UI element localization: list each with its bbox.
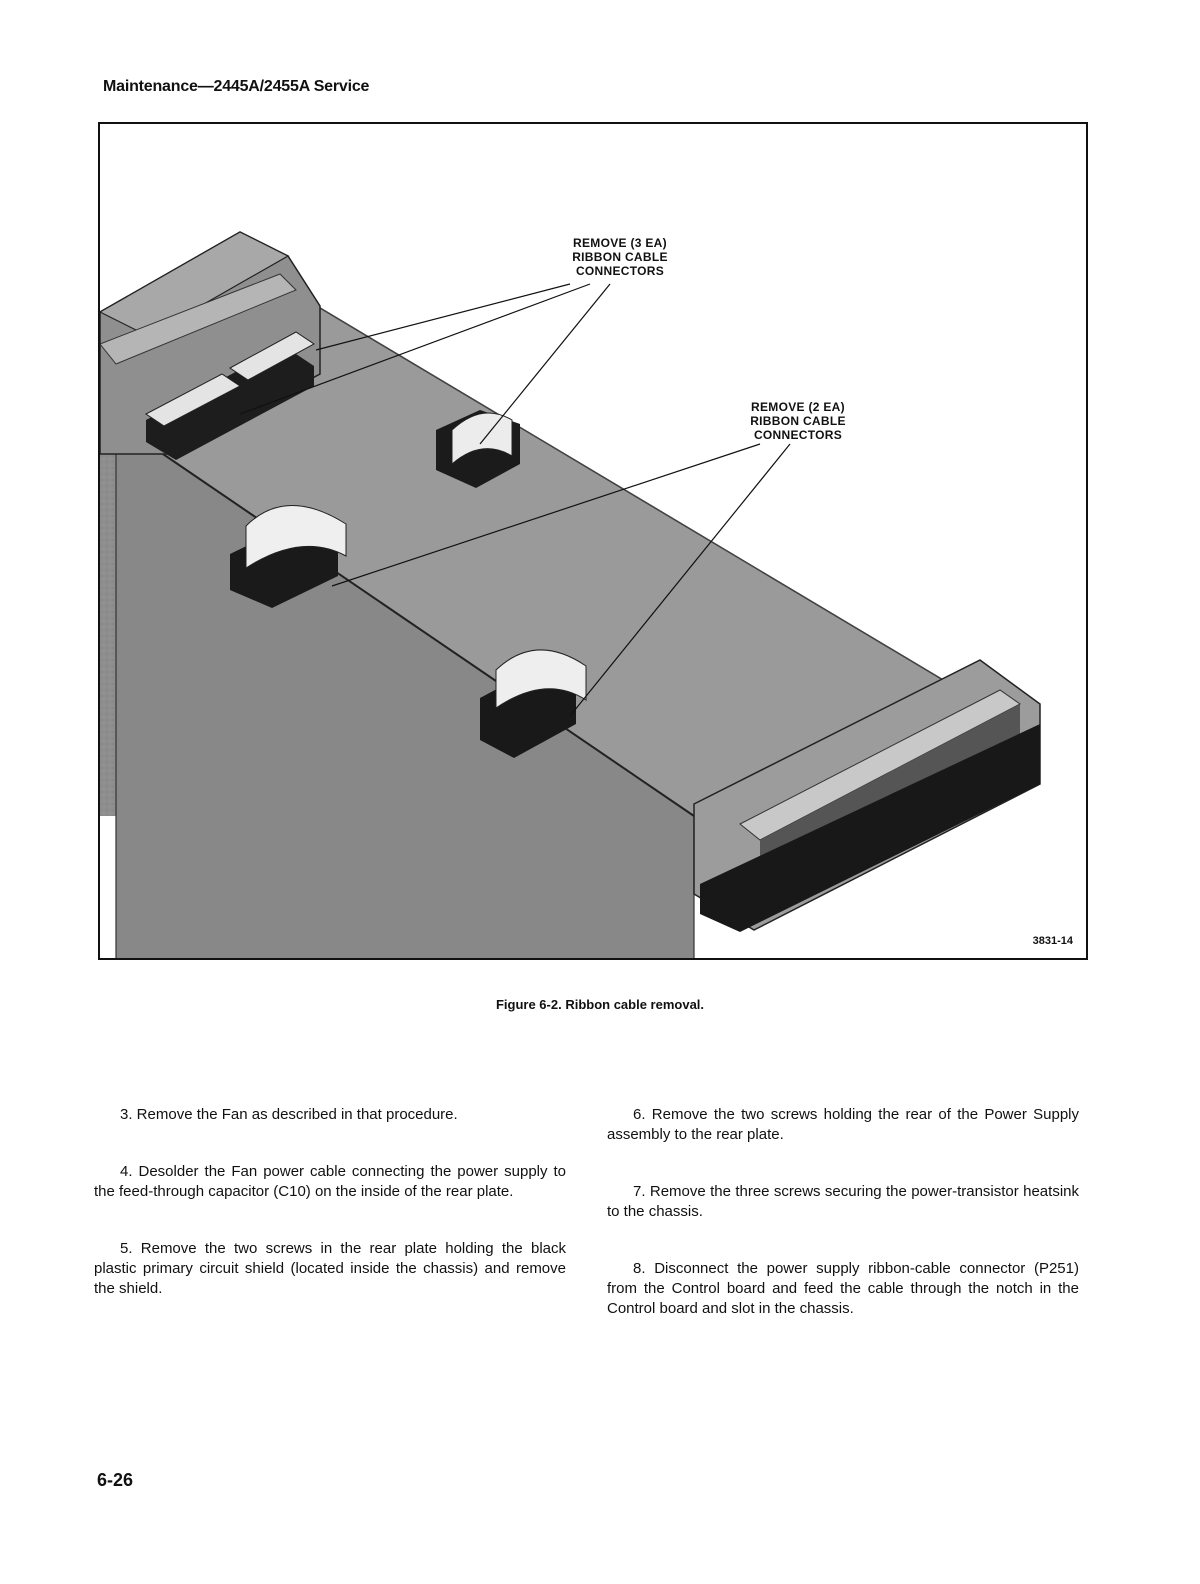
step-item: 6. Remove the two screws holding the rear of the Power Supply assembly to the rear plate.	[607, 1106, 1079, 1143]
callout-line: CONNECTORS	[753, 428, 843, 442]
callout-line: REMOVE (3 EA)	[573, 236, 667, 250]
page-number: 6-26	[97, 1470, 134, 1490]
callout-line: CONNECTORS	[575, 264, 665, 278]
figure-caption: Figure 6-2. Ribbon cable removal.	[495, 997, 705, 1012]
page-header: Maintenance—2445A/2455A Service	[103, 78, 370, 95]
step-item: 3. Remove the Fan as described in that procedure.	[120, 1106, 458, 1123]
callout-line: RIBBON CABLE	[750, 414, 846, 428]
figure-id: 3831-14	[1030, 934, 1076, 948]
step-item: 4. Desolder the Fan power cable connecting the power supply to the feed-through capacitor (C10) on the inside of the rear plate.	[94, 1163, 566, 1200]
callout-line: RIBBON CABLE	[572, 250, 668, 264]
right-column	[607, 1105, 1079, 1319]
step-item: 8. Disconnect the power supply ribbon-cable connector (P251) from the Control board and feed the cable through the notch in the Control board and slot in the chassis.	[607, 1260, 1079, 1317]
left-column	[94, 1105, 566, 1299]
step-item: 7. Remove the three screws securing the power-transistor heatsink to the chassis.	[607, 1183, 1079, 1220]
callout-three-connectors	[520, 236, 720, 278]
step-item: 5. Remove the two screws in the rear plate holding the black plastic primary circuit shield (located inside the chassis) and remove the shield.	[94, 1240, 566, 1297]
callout-line: REMOVE (2 EA)	[751, 400, 845, 414]
callout-two-connectors	[698, 400, 898, 442]
figure-illustration	[98, 122, 1088, 960]
